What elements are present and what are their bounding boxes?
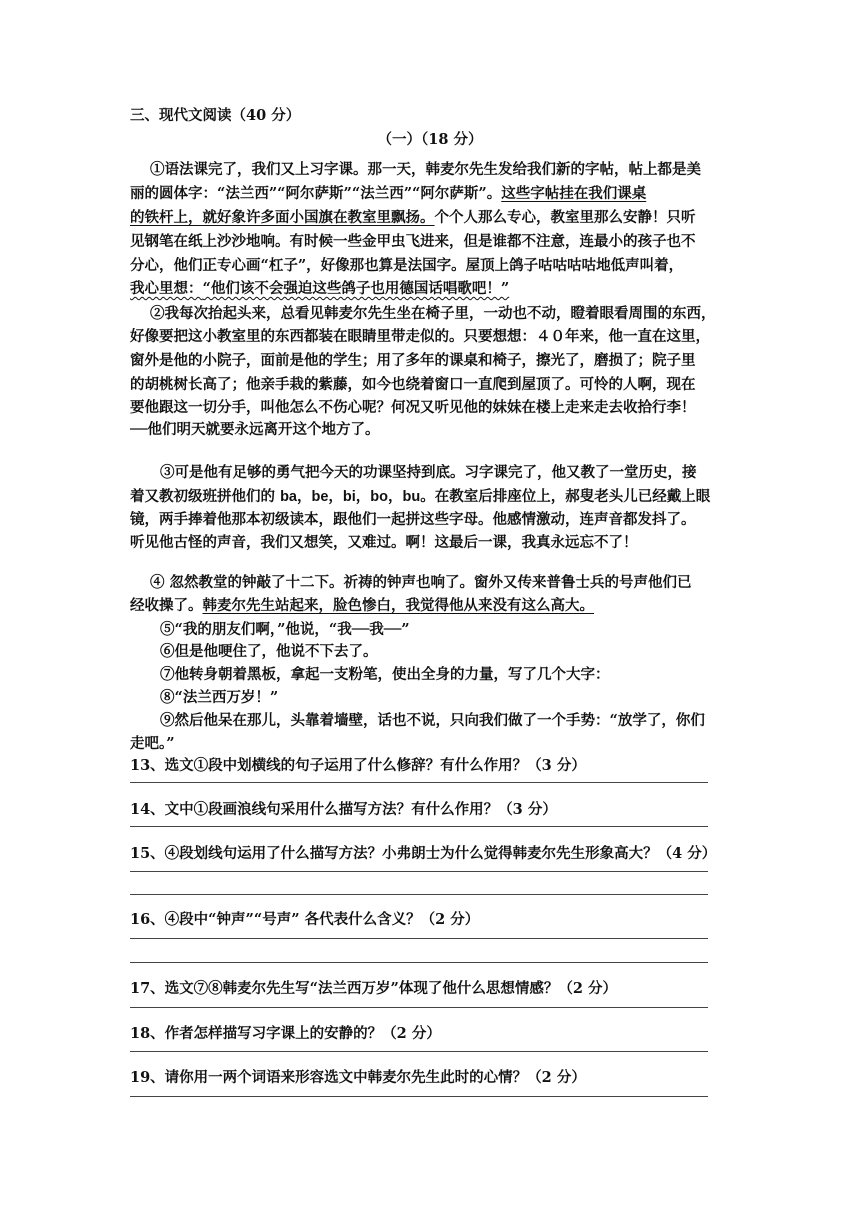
question-15: 15、④段划线句运用了什么描写方法？小弗朗士为什么觉得韩麦尔先生形象高大？（4 分）	[130, 845, 717, 862]
p2-line-6: ──他们明天就要永远离开这个地方了。	[130, 421, 380, 438]
p1-line-3: 的铁杆上，就好象许多面小国旗在教室里飘扬。个个人那么专心，教室里那么安静！只听	[130, 209, 696, 226]
answer-line-18[interactable]	[130, 1051, 708, 1052]
paragraph-5: ⑤“我的朋友们啊，”他说，“我──我──”	[160, 621, 410, 638]
underlined-sentence-cont: 的铁杆上，就好象许多面小国旗在教室里飘扬。	[130, 209, 435, 226]
p1-line-1: ①语法课完了，我们又上习字课。那一天，韩麦尔先生发给我们新的字帖，帖上都是美	[150, 161, 701, 178]
answer-line-15b[interactable]	[130, 894, 708, 895]
p1-line-5: 分心，他们正专心画“杠子”，好像那也算是法国字。屋顶上鸽子咕咕咕咕地低声叫着，	[130, 257, 684, 274]
answer-line-15a[interactable]	[130, 871, 708, 872]
p4-line-2: 经收操了。韩麦尔先生站起来，脸色惨白，我觉得他从来没有这么高大。	[130, 597, 594, 614]
paragraph-8: ⑧“法兰西万岁！”	[160, 689, 279, 706]
p3-line-4: 听见他古怪的声音，我们又想笑，又难过。啊！这最后一课，我真永远忘不了！	[130, 534, 638, 551]
passage-subtitle: （一）（18 分）	[377, 131, 483, 148]
answer-line-13[interactable]	[130, 782, 708, 783]
answer-line-16b[interactable]	[130, 962, 708, 963]
underlined-sentence-4: 韩麦尔先生站起来，脸色惨白，我觉得他从来没有这么高大。	[202, 597, 594, 614]
p4-line-1: ④ 忽然教堂的钟敲了十二下。祈祷的钟声也响了。窗外又传来普鲁士兵的号声他们已	[150, 574, 692, 591]
paragraph-9-line-1: ⑨然后他呆在那儿，头靠着墙壁，话也不说，只向我们做了一个手势：“放学了，你们	[160, 712, 705, 729]
question-18: 18、作者怎样描写习字课上的安静的？（2 分）	[130, 1025, 441, 1042]
p2-line-4: 的胡桃树长高了；他亲手栽的紫藤，如今也绕着窗口一直爬到屋顶了。可怜的人啊，现在	[130, 376, 696, 393]
p3-line-2: 着又教初级班拼他们的 ba，be，bi，bo，bu。在教室后排座位上，郝叟老头儿已经戴上眼	[130, 488, 711, 505]
p1-line-2: 丽的圆体字：“法兰西”“阿尔萨斯”“法兰西”“阿尔萨斯”。这些字帖挂在我们课桌	[130, 185, 647, 202]
question-14: 14、文中①段画浪线句采用什么描写方法？有什么作用？（3 分）	[130, 801, 557, 818]
answer-line-16a[interactable]	[130, 938, 708, 939]
question-13: 13、选文①段中划横线的句子运用了什么修辞？有什么作用？（3 分）	[130, 757, 586, 774]
p2-line-2: 好像要把这小教室里的东西都装在眼睛里带走似的。只要想想：４０年来，他一直在这里，	[130, 328, 710, 345]
p3-line-3: 镜，两手捧着他那本初级读本，跟他们一起拼这些字母。他感情激动，连声音都发抖了。	[130, 511, 696, 528]
paragraph-6: ⑥但是他哽住了，他说不下去了。	[160, 643, 378, 660]
p2-line-1: ②我每次抬起头来，总看见韩麦尔先生坐在椅子里，一动也不动，瞪着眼看周围的东西，	[150, 305, 716, 322]
question-16: 16、④段中“钟声”“号声” 各代表什么含义？（2 分）	[130, 911, 480, 928]
p2-line-5: 要他跟这一切分手，叫他怎么不伤心呢？何况又听见他的妹妹在楼上走来走去收拾行李！	[130, 399, 696, 416]
paragraph-7: ⑦他转身朝着黑板，拿起一支粉笔，使出全身的力量，写了几个大字：	[160, 666, 610, 683]
answer-line-19[interactable]	[130, 1096, 708, 1097]
paragraph-9-line-2: 走吧。”	[130, 735, 175, 752]
p2-line-3: 窗外是他的小院子，面前是他的学生；用了多年的课桌和椅子，擦光了，磨损了；院子里	[130, 352, 696, 369]
p1-line-4: 见钢笔在纸上沙沙地响。有时候一些金甲虫飞进来，但是谁都不注意，连最小的孩子也不	[130, 233, 696, 250]
underlined-sentence: 这些字帖挂在我们课桌	[501, 185, 647, 202]
question-19: 19、请你用一两个词语来形容选文中韩麦尔先生此时的心情？（2 分）	[130, 1069, 586, 1086]
section-title: 三、现代文阅读（40 分）	[130, 107, 301, 124]
question-17: 17、选文⑦⑧韩麦尔先生写“法兰西万岁”体现了他什么思想情感？（2 分）	[130, 980, 617, 997]
p1-line-6: 我心里想：“他们该不会强迫这些鸽子也用德国话唱歌吧！”	[130, 280, 510, 297]
p3-line-1: ③可是他有足够的勇气把今天的功课坚持到底。习字课完了，他又教了一堂历史，接	[160, 464, 697, 481]
answer-line-17[interactable]	[130, 1007, 708, 1008]
answer-line-14[interactable]	[130, 826, 708, 827]
wavy-sentence: 我心里想：	[130, 280, 203, 297]
